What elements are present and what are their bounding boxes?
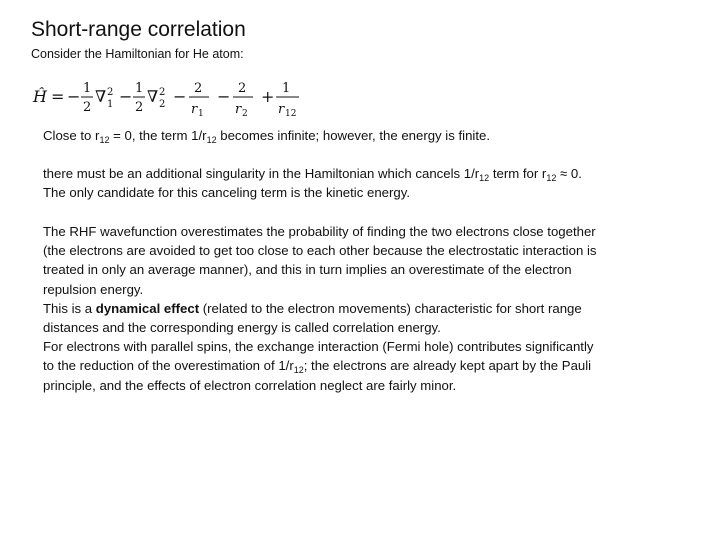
eq-t5-den-sub: 12 [285, 109, 297, 119]
eq-t2-num: 1 [135, 81, 144, 96]
p3-text-a: The RHF wavefunction overestimates the probability of finding the two electrons close together (the electrons are avoided to get too close to each other because the electrostatic interaction is treated in only an average manner), and this in turn implies an overestimate of the electron repulsion energy. [43, 224, 597, 297]
eq-equals: = [51, 87, 65, 106]
eq-t4-den-sub: 2 [242, 109, 248, 119]
p3-sub-d: 12 [293, 365, 304, 376]
slide-title: Short-range correlation [31, 18, 246, 41]
eq-t1-sup: 2 [107, 87, 114, 98]
eq-t2-op: ∇ [147, 87, 159, 106]
eq-sign-1: − [67, 87, 81, 106]
eq-t2-sub: 2 [159, 99, 166, 110]
eq-sign-3: − [173, 87, 187, 106]
eq-sign-4: − [217, 87, 231, 106]
eq-t3-den-r: r [191, 102, 198, 117]
p1-text-b: = 0, the term 1/r [109, 128, 207, 143]
paragraph-correlation [43, 222, 603, 395]
p2-sub-a: 12 [479, 173, 490, 183]
p2-sub-b: 12 [546, 173, 557, 183]
p1-sub-b: 12 [206, 135, 217, 145]
eq-t2-den: 2 [135, 100, 144, 115]
p1-text-c: becomes infinite; however, the energy is finite. [216, 128, 491, 143]
p3-text-e: ; the electrons are already kept apart by the Pauli principle, and the effects of electron correlation neglect are fairly minor. [43, 358, 592, 393]
p2-text-c: ≈ 0. The only candidate for this canceling term is the kinetic energy. [43, 166, 582, 201]
eq-t1-op: ∇ [95, 87, 107, 106]
eq-t4-den-r: r [235, 102, 242, 117]
slide-subtitle: Consider the Hamiltonian for He atom: [31, 47, 244, 61]
eq-t5-num: 1 [282, 81, 291, 96]
eq-sign-5: + [261, 87, 275, 106]
eq-h-hat: Ĥ [33, 87, 47, 106]
p3-text-c: (related to the electron movements) characteristic for short range distances and the corresponding energy is called correlation energy. [43, 300, 582, 336]
paragraph-singularity [43, 126, 603, 145]
eq-t3-num: 2 [194, 81, 203, 96]
p1-sub-a: 12 [99, 135, 110, 145]
p1-text-a: Close to r [43, 128, 100, 143]
eq-t2-sup: 2 [159, 87, 166, 98]
hamiltonian-equation [31, 72, 301, 120]
eq-t4-num: 2 [238, 81, 247, 96]
p2-text-b: term for r [489, 166, 547, 181]
p3-text-d: For electrons with parallel spins, the exchange interaction (Fermi hole) contributes significantly to the reduction of the overestimation of 1/r [43, 339, 594, 374]
eq-sign-2: − [119, 87, 133, 106]
eq-t1-num: 1 [83, 81, 92, 96]
p3-text-b: This is a [43, 300, 96, 316]
eq-t5-den-r: r [278, 102, 285, 117]
eq-t3-den-sub: 1 [198, 109, 204, 119]
p3-bold-term: dynamical effect [95, 300, 200, 316]
p2-text-a: there must be an additional singularity in the Hamiltonian which cancels 1/r [43, 166, 480, 181]
paragraph-kinetic-energy [43, 164, 603, 202]
eq-t1-den: 2 [83, 100, 92, 115]
eq-t1-sub: 1 [107, 99, 114, 110]
